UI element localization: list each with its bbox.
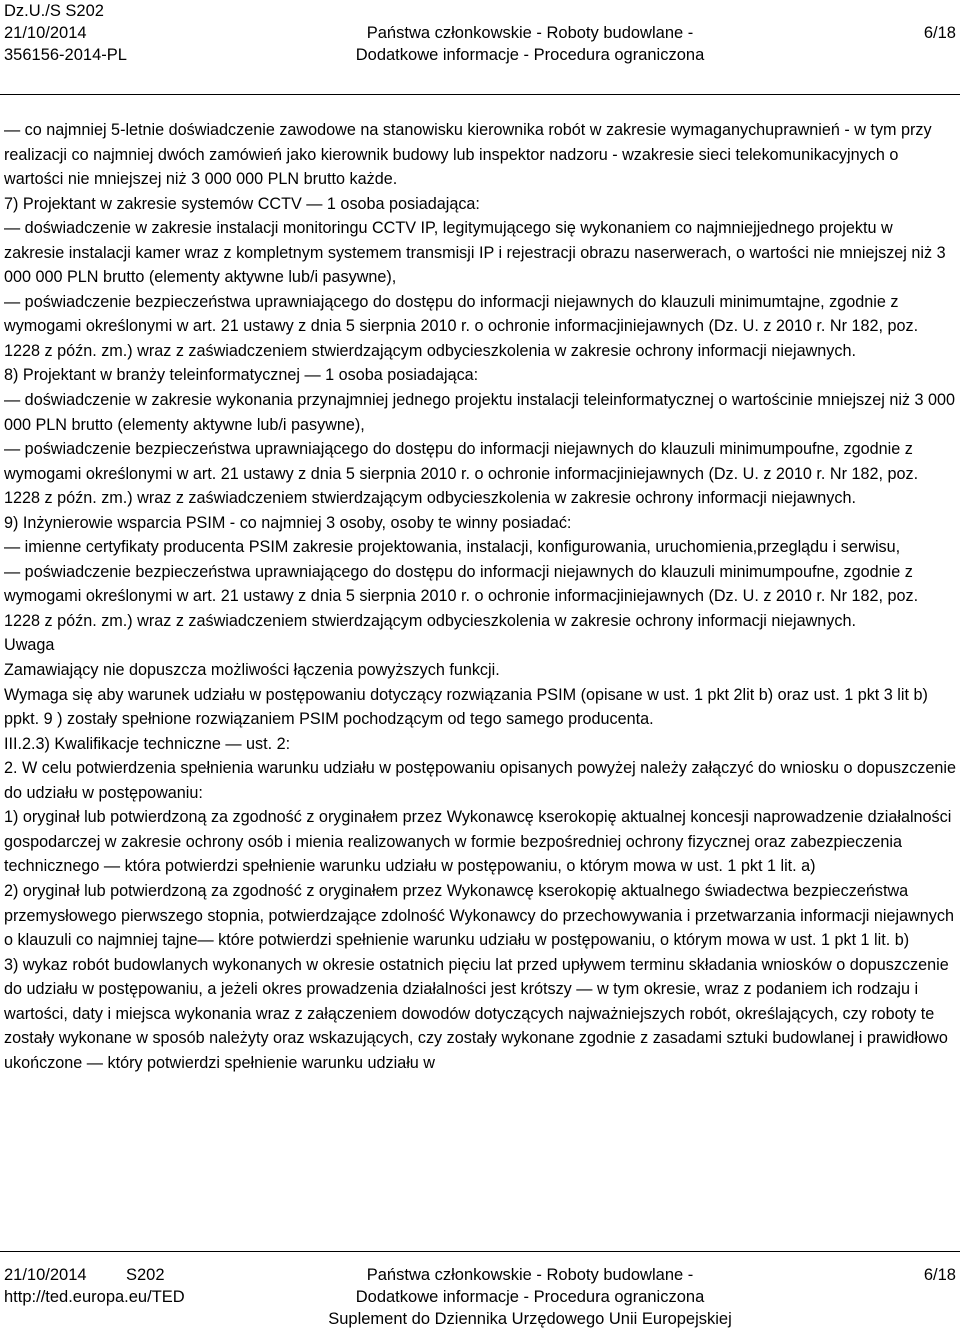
header-rule [0,94,960,95]
paragraph: — poświadczenie bezpieczeństwa uprawniającego do dostępu do informacji niejawnych do klauzuli minimumpoufne, zgodnie z wymogami określonymi w art. 21 ustawy z dnia 5 sierpnia 2010 r. o ochronie informacjiniejawnych (Dz. U. z 2010 r. Nr 182, poz. 1228 z późn. zm.) wraz z zaświadczeniem stwierdzającym odbycieszkolenia w zakresie ochrony informacji niejawnych. [4,440,919,508]
footer-title-line1: Państwa członkowskie - Roboty budowlane - [366,1266,694,1284]
supplement-title: Suplement do Dziennika Urzędowego Unii Europejskiej [328,1310,732,1328]
paragraph: Wymaga się aby warunek udziału w postępowaniu dotyczący rozwiązania PSIM (opisane w ust. 1 pkt 2lit b) oraz ust. 1 pkt 3 lit b) ppkt. 9 ) zostały spełnione rozwiązaniem PSIM pochodzącym od tego samego producenta. [4,685,928,729]
paragraph: — poświadczenie bezpieczeństwa uprawniającego do dostępu do informacji niejawnych do klauzuli minimumtajne, zgodnie z wymogami określonymi w art. 21 ustawy z dnia 5 sierpnia 2010 r. o ochronie informacjiniejawnych (Dz. U. z 2010 r. Nr 182, poz. 1228 z późn. zm.) wraz z zaświadczeniem stwierdzającym odbycieszkolenia w zakresie ochrony informacji niejawnych. [4,292,919,360]
paragraph: 9) Inżynierowie wsparcia PSIM - co najmniej 3 osoby, osoby te winny posiadać: [4,513,572,532]
paragraph: — co najmniej 5-letnie doświadczenie zawodowe na stanowisku kierownika robót w zakresie wymaganychuprawnień - w tym przy realizacji co najmniej dwóch zamówień jako kierownik budowy lub inspektor nadzoru - wzakresie sieci telekomunikacyjnych o wartości nie mniejszej niż 3 000 000 PLN brutto każde. [4,121,932,189]
paragraph: Zamawiający nie dopuszcza możliwości łączenia powyższych funkcji. [4,661,500,680]
page-footer [0,1264,960,1330]
header-title-line2: Dodatkowe informacje - Procedura ograniczona [355,46,705,64]
footer-rule [0,1251,960,1252]
paragraph: — poświadczenie bezpieczeństwa uprawniającego do dostępu do informacji niejawnych do klauzuli minimumpoufne, zgodnie z wymogami określonymi w art. 21 ustawy z dnia 5 sierpnia 2010 r. o ochronie informacjiniejawnych (Dz. U. z 2010 r. Nr 182, poz. 1228 z późn. zm.) wraz z zaświadczeniem stwierdzającym odbycieszkolenia w zakresie ochrony informacji niejawnych. [4,562,919,630]
paragraph: 8) Projektant w branży teleinformatycznej — 1 osoba posiadająca: [4,366,479,385]
footer-date: 21/10/2014 [4,1266,87,1284]
paragraph: Uwaga [4,636,55,655]
paragraph: 2) oryginał lub potwierdzoną za zgodność z oryginałem przez Wykonawcę kserokopię aktualnego świadectwa bezpieczeństwa przemysłowego pierwszego stopnia, potwierdzające zdolność Wykonawcy do przechowywania i przetwarzania informacji niejawnych o klauzuli co najmniej tajne— które potwierdzi spełnienie warunku udziału w postępowaniu, o którym mowa w ust. 1 pkt 1 lit. b) [4,881,954,950]
journal-reference: Dz.U./S S202 [4,2,104,20]
header-page-number: 6/18 [923,24,956,42]
paragraph: 7) Projektant w zakresie systemów CCTV — 1 osoba posiadająca: [4,194,480,213]
header-date: 21/10/2014 [4,24,87,42]
header-title-line1: Państwa członkowskie - Roboty budowlane - [366,24,694,42]
paragraph: — imienne certyfikaty producenta PSIM zakresie projektowania, instalacji, konfigurowania, uruchomienia,przeglądu i serwisu, [4,538,901,557]
footer-title-line2: Dodatkowe informacje - Procedura ograniczona [355,1288,705,1306]
document-body [4,118,956,1075]
paragraph: 3) wykaz robót budowlanych wykonanych w okresie ostatnich pięciu lat przed upływem terminu składania wniosków o dopuszczenie do udziału w postępowaniu, a jeżeli okres prowadzenia działalności jest krótszy — w tym okresie, wraz z podaniem ich rodzaju i wartości, daty i miejsca wykonania wraz z załączeniem dowodów dotyczących najważniejszych robót, określających, czy roboty te zostały wykonane w sposób należyty oraz wskazujących, czy zostały wykonane zgodnie z zasadami sztuki budowlanej i prawidłowo ukończone — który potwierdzi spełnienie warunku udziału w [4,955,949,1072]
ted-link[interactable]: http://ted.europa.eu/TED [4,1288,185,1306]
paragraph: III.2.3) Kwalifikacje techniczne — ust. 2: [4,734,291,753]
notice-number: 356156-2014-PL [4,46,127,64]
footer-issue: S202 [126,1266,165,1284]
paragraph: 1) oryginał lub potwierdzoną za zgodność z oryginałem przez Wykonawcę kserokopię aktualnej koncesji naprowadzenie działalności gospodarczej w zakresie ochrony osób i mienia realizowanych w formie bezpośredniej ochrony fizycznej oraz zabezpieczenia technicznego — która potwierdzi spełnienie warunku udziału w postępowaniu, o którym mowa w ust. 1 pkt 1 lit. a) [4,808,952,876]
paragraph: — doświadczenie w zakresie wykonania przynajmniej jednego projektu instalacji teleinformatycznej o wartościnie mniejszej niż 3 000 000 PLN brutto (elementy aktywne lub/i pasywne), [4,391,956,434]
footer-page-number: 6/18 [923,1266,956,1284]
page-header [0,0,960,66]
paragraph: 2. W celu potwierdzenia spełnienia warunku udziału w postępowaniu opisanych powyżej należy załączyć do wniosku o dopuszczenie do udziału w postępowaniu: [4,759,957,802]
paragraph: — doświadczenie w zakresie instalacji monitoringu CCTV IP, legitymującego się wykonaniem co najmniejjednego projektu w zakresie instalacji kamer wraz z kompletnym systemem transmisji IP i rejestracji obrazu naserwerach, o wartości nie mniejszej niż 3 000 000 PLN brutto (elementy aktywne lub/i pasywne), [4,219,946,287]
